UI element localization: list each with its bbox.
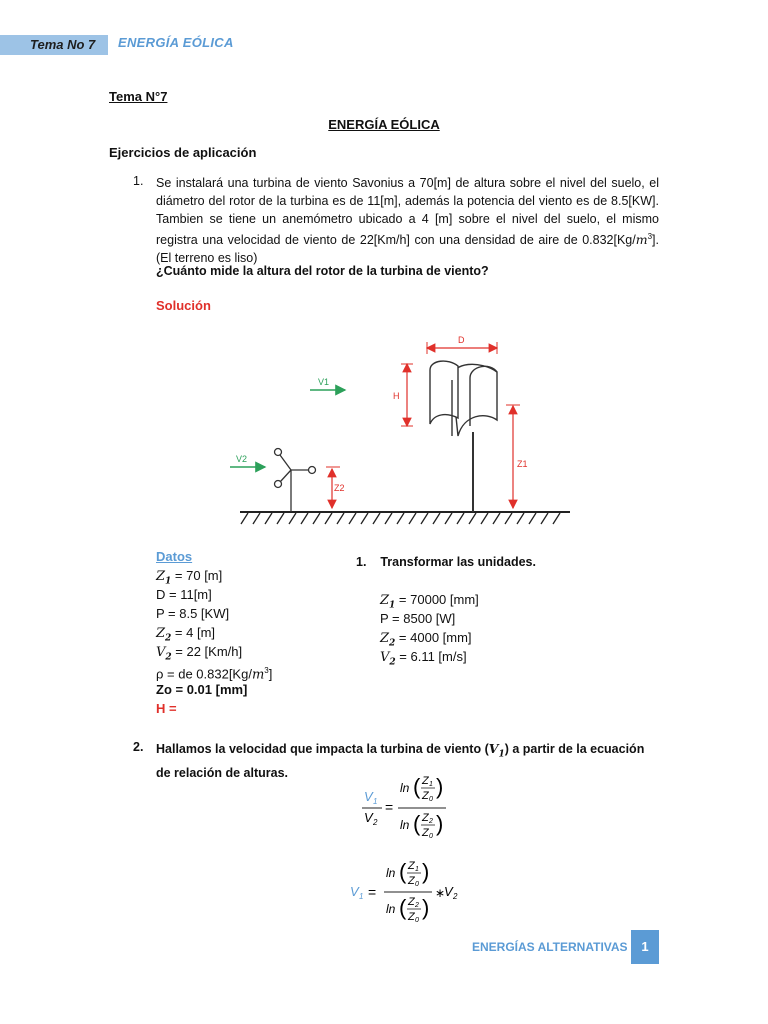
step1-z2: $Z_2 = 4000$ [mm] — [380, 630, 472, 649]
svg-text:): ) — [436, 811, 444, 836]
f1-v1-sub: 1 — [373, 797, 378, 806]
f1-v2-sub: 2 — [373, 818, 378, 827]
datos-v2: $V_2 = 22$ [Km/h] — [156, 644, 243, 663]
z1-label: Z1 — [517, 459, 528, 469]
step2-number: 2. — [133, 740, 144, 754]
svg-text:V: V — [444, 884, 453, 899]
solution-label: Solución — [156, 298, 211, 313]
svg-text:ln: ln — [400, 818, 410, 832]
f2-eq: = — [368, 884, 377, 900]
footer-text: ENERGÍAS ALTERNATIVAS — [472, 940, 628, 954]
svg-text:(: ( — [399, 895, 407, 920]
svg-text:ln: ln — [386, 866, 396, 880]
anemometer — [275, 449, 316, 513]
svg-text:∗: ∗ — [435, 886, 446, 900]
svg-text:Z: Z — [408, 911, 415, 923]
h-label: H — [393, 391, 400, 401]
f2-v1-sub: 1 — [359, 892, 364, 901]
datos-z1: $Z_1 = 70$ [m] — [156, 568, 223, 587]
problem-text: Se instalará una turbina de viento Savonius a 70[m] de altura sobre el nivel del suelo, el diámetro del rotor de la turbina es de 11[m], además la potencia del viento es de 8.5[KW]. Tambien se tiene un anemómetro ubicado a 4 [m] sobre el nivel del suelo, el mismo registra una velocidad de viento de 22[Km/h] con una densidad de aire de $0.832[Kg/m^3]$. (El terreno es liso) — [156, 176, 659, 266]
datos-list — [156, 566, 272, 718]
step1-z1: $Z_1 = 70000$ [mm] — [380, 592, 479, 611]
svg-text:Z: Z — [408, 896, 415, 908]
f1-v1: V — [364, 789, 373, 804]
step1-list — [380, 590, 479, 666]
svg-text:Z: Z — [422, 827, 429, 839]
svg-text:Z: Z — [408, 875, 415, 887]
svg-text:2: 2 — [415, 902, 419, 909]
datos-z2: $Z_2 = 4$ [m] — [156, 625, 216, 644]
z2-label: Z2 — [334, 483, 345, 493]
datos-rho: ρ = de $0.832[Kg/m^3]$ — [156, 666, 273, 683]
step2-text: Hallamos la velocidad que impacta la turbina de viento $(V_1)$ a partir de la ecuación de relación de alturas. — [156, 741, 645, 780]
svg-text:0: 0 — [415, 917, 419, 924]
step1-v2: $V_2 = 6.11$ [m/s] — [380, 649, 467, 668]
savonius-rotor — [430, 361, 497, 436]
svg-text:(: ( — [413, 774, 421, 799]
wind-turbine-diagram — [0, 320, 768, 530]
svg-text:0: 0 — [429, 833, 433, 840]
formula-ratio — [340, 770, 470, 842]
svg-text:0: 0 — [429, 796, 433, 803]
step1-p: P = 8500 [W] — [380, 611, 456, 626]
f1-v2: V — [364, 810, 373, 825]
problem-number: 1. — [133, 174, 144, 188]
svg-text:ln: ln — [386, 902, 396, 916]
formula-v1 — [340, 855, 480, 927]
datos-zo: Zo = 0.01 [mm] — [156, 682, 248, 697]
svg-text:): ) — [422, 895, 430, 920]
svg-text:Z: Z — [422, 812, 429, 824]
svg-text:Z: Z — [422, 790, 429, 802]
datos-h: H = — [156, 701, 177, 716]
svg-text:ln: ln — [400, 781, 410, 795]
svg-text:): ) — [436, 774, 444, 799]
header-title: ENERGÍA EÓLICA — [118, 35, 234, 50]
problem-question: ¿Cuánto mide la altura del rotor de la turbina de viento? — [156, 264, 489, 278]
svg-text:2: 2 — [429, 818, 433, 825]
svg-text:1: 1 — [415, 866, 419, 873]
svg-text:Z: Z — [422, 775, 429, 787]
header-tema: Tema No 7 — [30, 37, 96, 52]
datos-d: D = 11[m] — [156, 587, 212, 602]
svg-text:Z: Z — [408, 860, 415, 872]
page-number: 1 — [631, 930, 659, 964]
svg-text:0: 0 — [415, 881, 419, 888]
svg-text:(: ( — [413, 811, 421, 836]
v2-label: V2 — [236, 454, 248, 464]
v1-label: V1 — [318, 377, 330, 387]
f2-v1: V — [350, 884, 359, 899]
datos-heading: Datos — [156, 549, 193, 564]
svg-text:2: 2 — [453, 892, 458, 901]
page-title: ENERGÍA EÓLICA — [328, 117, 440, 132]
section-heading: Ejercicios de aplicación — [109, 145, 257, 160]
svg-text:): ) — [422, 859, 430, 884]
svg-text:1: 1 — [429, 781, 433, 788]
f1-eq: = — [385, 799, 394, 815]
step1-title: 1. Transformar las unidades. — [356, 555, 536, 569]
tema-label: Tema N°7 — [109, 89, 168, 104]
svg-text:(: ( — [399, 859, 407, 884]
d-label: D — [458, 335, 465, 345]
ground-hatching — [241, 513, 560, 524]
datos-p: P = 8.5 [KW] — [156, 606, 230, 621]
